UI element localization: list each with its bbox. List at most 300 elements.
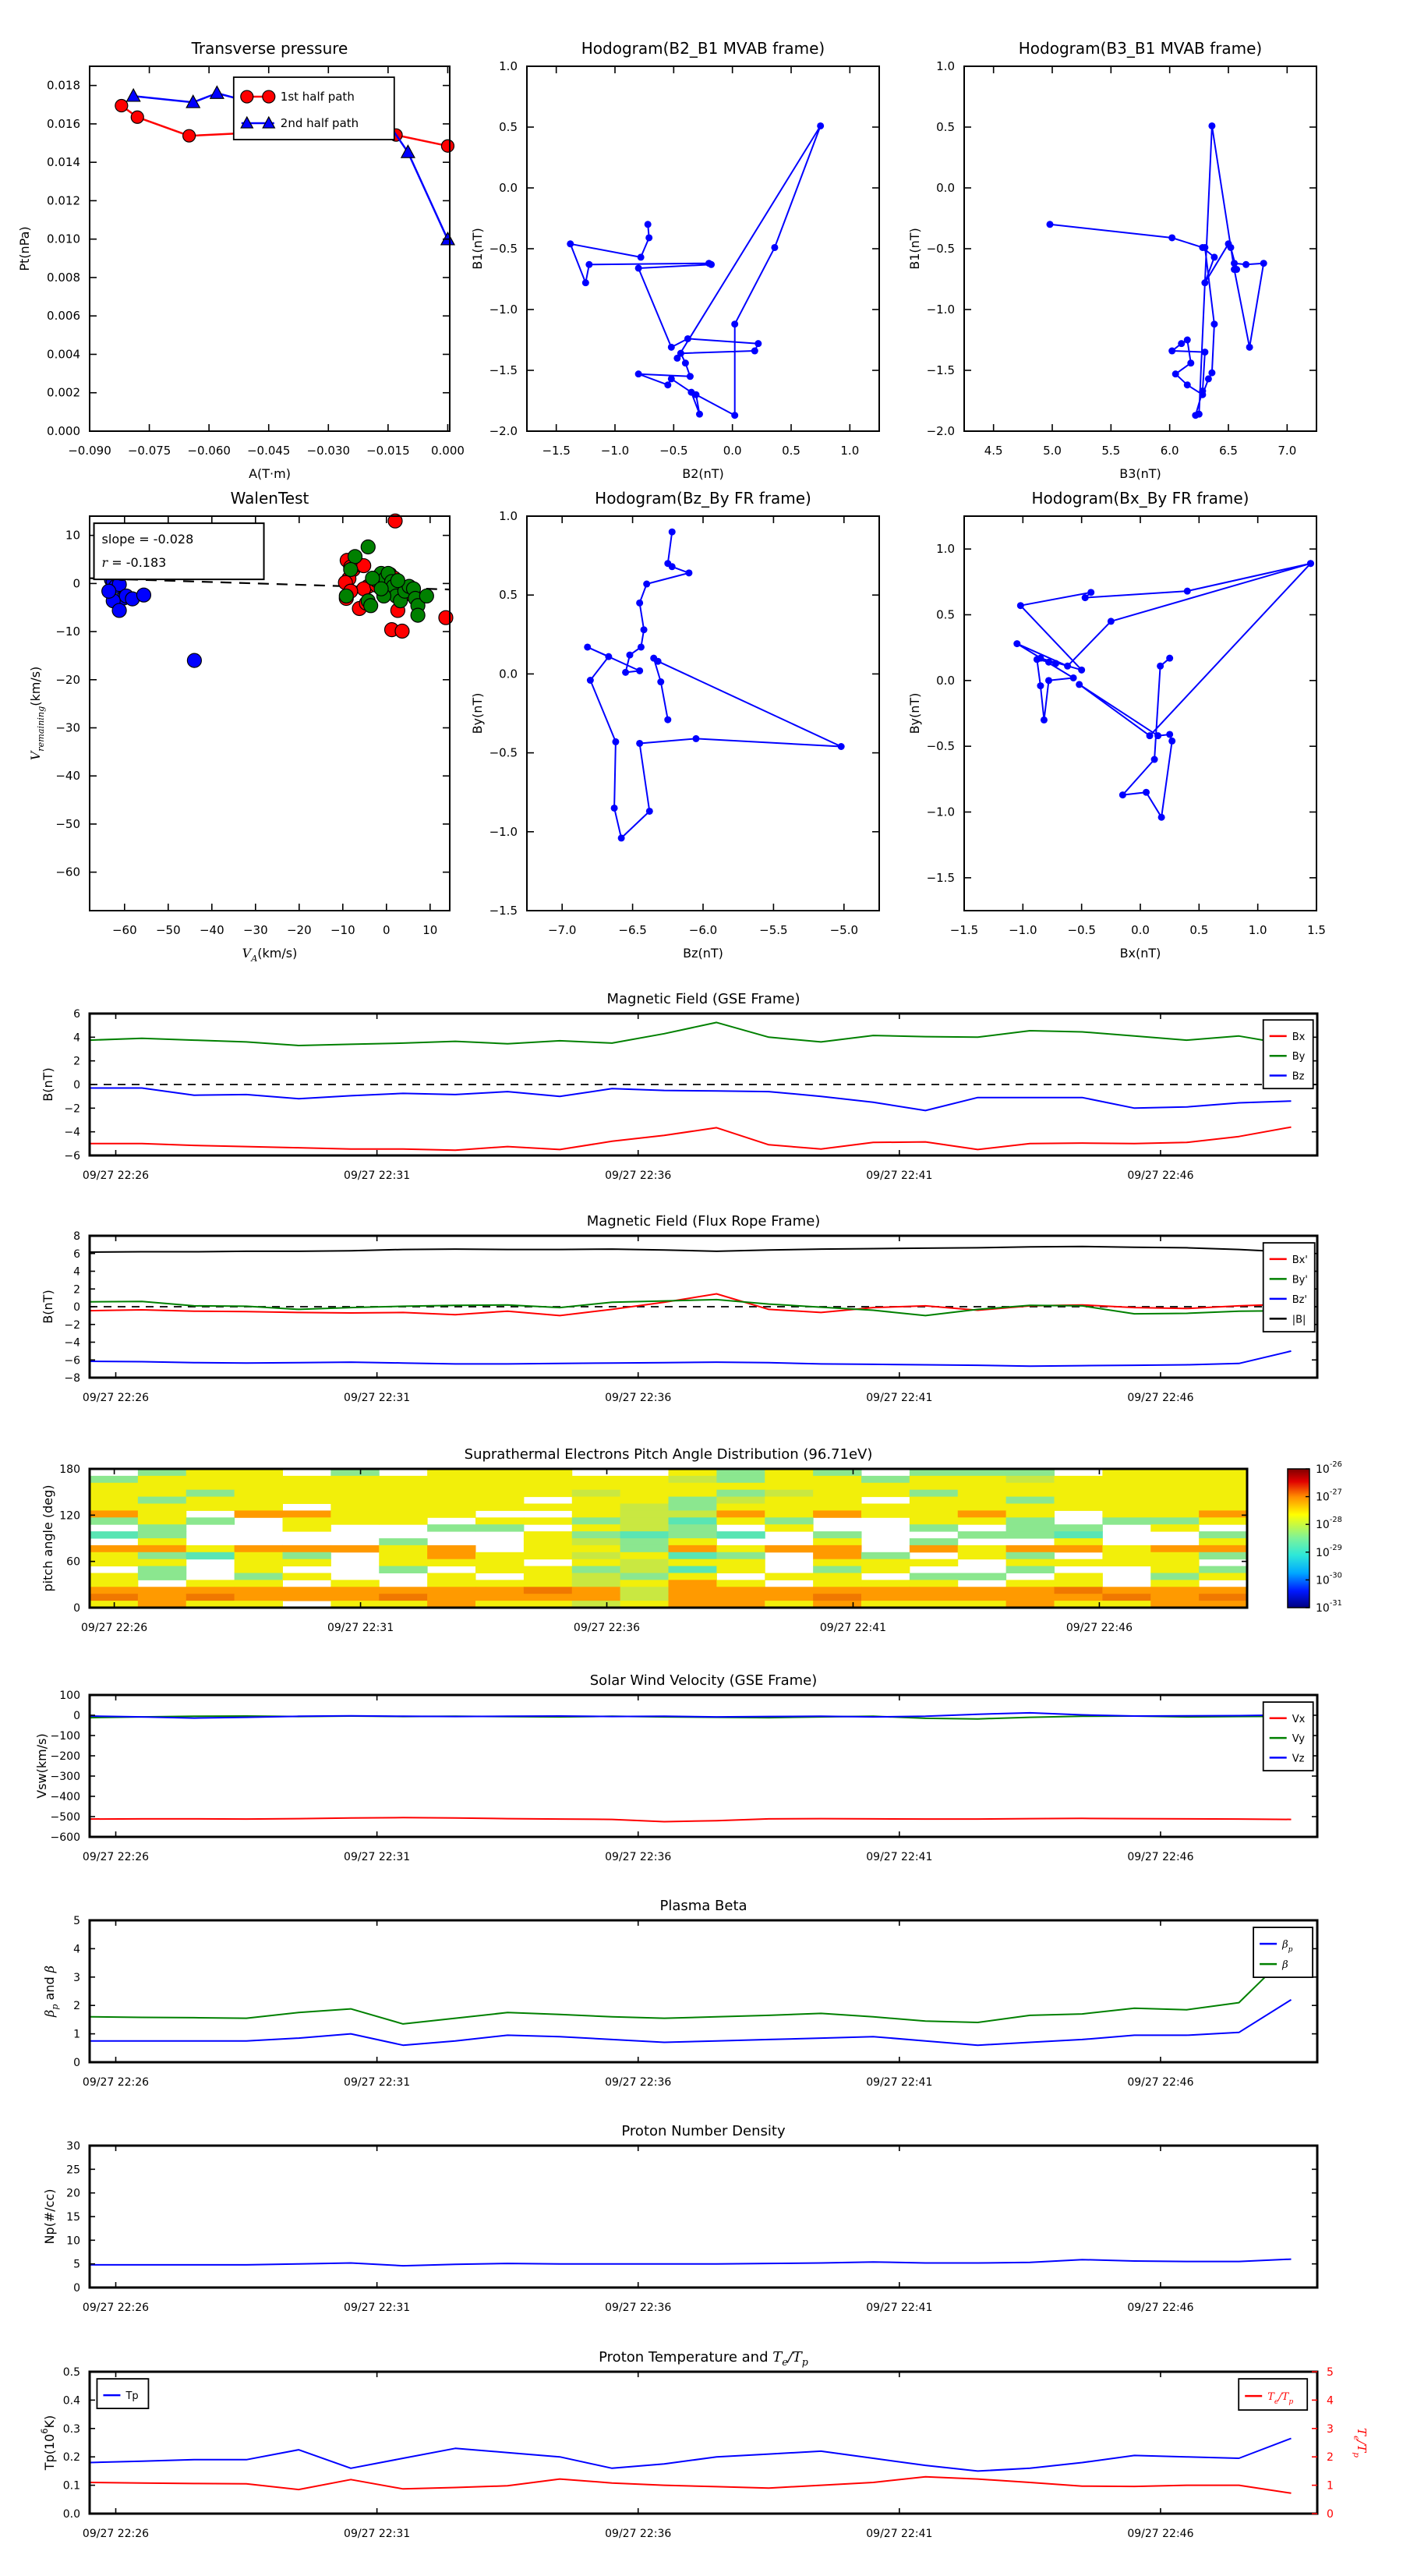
heatmap-cell <box>1055 1504 1103 1511</box>
x-tick-label: −1.5 <box>949 923 979 937</box>
heatmap-cell <box>620 1510 669 1517</box>
heatmap-cell <box>475 1490 524 1497</box>
x-tick-label: 6.5 <box>1219 444 1238 458</box>
heatmap-cell <box>1102 1490 1150 1497</box>
heatmap-cell <box>186 1587 235 1594</box>
y-tick-label: 0.5 <box>499 588 518 603</box>
x-tick-label: 09/27 22:26 <box>82 2528 150 2540</box>
x-tick-label: −7.0 <box>547 923 577 937</box>
x-tick-label: 09/27 22:41 <box>819 1622 887 1634</box>
right-axis-label: $T_e/T_p$ <box>1352 2427 1369 2458</box>
x-axis-label: $V_A(km/s)$ <box>242 946 298 964</box>
x-tick-label: −0.060 <box>187 444 231 458</box>
y-tick-label: 0.010 <box>47 232 80 246</box>
heatmap-cell <box>524 1587 572 1594</box>
series-beta <box>90 1951 1292 2024</box>
x-tick-label: 09/27 22:26 <box>82 2302 150 2314</box>
x-tick-label: 09/27 22:31 <box>344 2076 411 2089</box>
heatmap-cell <box>765 1517 813 1524</box>
heatmap-cell <box>186 1580 235 1587</box>
heatmap-cell <box>1006 1490 1055 1497</box>
y-tick-label: 0.0 <box>936 181 955 195</box>
heatmap-cell <box>186 1552 235 1559</box>
y-tick-label: −400 <box>50 1791 80 1803</box>
heatmap-cell <box>958 1594 1006 1601</box>
heatmap-cell <box>379 1476 427 1483</box>
y-tick-label: −600 <box>50 1831 80 1844</box>
heatmap-cell <box>1199 1538 1247 1545</box>
x-tick-label: −6.0 <box>688 923 718 937</box>
series-Te/Tp <box>90 2477 1292 2493</box>
heatmap-cell <box>1199 1594 1247 1601</box>
heatmap-cell <box>475 1483 524 1490</box>
x-tick-label: 09/27 22:36 <box>605 2076 672 2089</box>
heatmap-cell <box>524 1552 572 1559</box>
y-tick-label: 20 <box>66 2187 80 2200</box>
heatmap-cell <box>283 1594 331 1601</box>
heatmap-cell <box>572 1545 620 1552</box>
heatmap-cell <box>1150 1559 1199 1566</box>
heatmap-cell <box>186 1497 235 1504</box>
heatmap-cell <box>861 1483 910 1490</box>
heatmap-cell <box>716 1587 765 1594</box>
y-tick-label: −1.0 <box>489 303 518 317</box>
heatmap-cell <box>861 1476 910 1483</box>
heatmap-cell <box>669 1490 717 1497</box>
heatmap-cell <box>1006 1552 1055 1559</box>
heatmap-cell <box>427 1497 475 1504</box>
y-tick-label: 0 <box>73 2282 80 2295</box>
heatmap-cell <box>138 1566 186 1573</box>
legend-label: Tp <box>125 2390 139 2403</box>
heatmap-cell <box>283 1497 331 1504</box>
heatmap-cell <box>235 1497 283 1504</box>
heatmap-cell <box>138 1559 186 1566</box>
heatmap-cell <box>958 1490 1006 1497</box>
heatmap-cell <box>572 1524 620 1531</box>
y-tick-label: −100 <box>50 1730 80 1743</box>
panel-title: Plasma Beta <box>659 1898 747 1914</box>
heatmap-cell <box>235 1573 283 1580</box>
y-tick-label: 2 <box>73 1055 80 1068</box>
heatmap-cell <box>1055 1580 1103 1587</box>
heatmap-cell <box>1102 1517 1150 1524</box>
heatmap-cell <box>1199 1497 1247 1504</box>
x-tick-label: 09/27 22:31 <box>344 2302 411 2314</box>
heatmap-cell <box>1150 1490 1199 1497</box>
heatmap-cell <box>1102 1510 1150 1517</box>
panel-title: Solar Wind Velocity (GSE Frame) <box>589 1672 818 1689</box>
y-axis-label: By(nT) <box>470 692 485 734</box>
y-tick-label: −0.5 <box>926 242 955 256</box>
y-tick-label: −40 <box>55 769 80 784</box>
y-tick-label: 0.0 <box>499 667 518 681</box>
heatmap-cell <box>813 1476 861 1483</box>
heatmap-cell <box>765 1573 813 1580</box>
series-Tp <box>90 2439 1292 2472</box>
heatmap-cell <box>475 1524 524 1531</box>
heatmap-cell <box>90 1531 138 1538</box>
heatmap-cell <box>861 1594 910 1601</box>
heatmap-cell <box>1150 1580 1199 1587</box>
heatmap-cell <box>910 1510 958 1517</box>
x-tick-label: 1.0 <box>1248 923 1267 937</box>
heatmap-cell <box>620 1580 669 1587</box>
heatmap-cell <box>138 1490 186 1497</box>
heatmap-cell <box>765 1510 813 1517</box>
heatmap-cell <box>90 1483 138 1490</box>
heatmap-cell <box>235 1559 283 1566</box>
heatmap-cell <box>283 1545 331 1552</box>
colorbar-tick-label: $10^{-30}$ <box>1316 1571 1342 1587</box>
heatmap-cell <box>330 1594 379 1601</box>
heatmap-cell <box>620 1490 669 1497</box>
legend-label: Bx' <box>1292 1254 1308 1266</box>
x-tick-label: 0 <box>383 923 391 937</box>
heatmap-cell <box>283 1483 331 1490</box>
heatmap-cell <box>138 1504 186 1511</box>
heatmap-cell <box>669 1510 717 1517</box>
heatmap-cell <box>669 1524 717 1531</box>
y-axis-label: B1(nT) <box>907 228 922 270</box>
heatmap-cell <box>813 1538 861 1545</box>
heatmap-cell <box>1199 1476 1247 1483</box>
heatmap-cell <box>283 1476 331 1483</box>
y-tick-label: 1 <box>73 2028 80 2041</box>
panel-p3 <box>907 39 1316 481</box>
x-tick-label: −40 <box>199 923 224 937</box>
y-tick-label: 0.008 <box>47 270 80 285</box>
panel-title: Magnetic Field (Flux Rope Frame) <box>586 1213 821 1230</box>
heatmap-cell <box>1006 1476 1055 1483</box>
heatmap-cell <box>620 1552 669 1559</box>
heatmap-cell <box>427 1483 475 1490</box>
x-tick-label: 09/27 22:31 <box>327 1622 394 1634</box>
heatmap-cell <box>90 1559 138 1566</box>
y-tick-label: 0 <box>73 1079 80 1092</box>
y-tick-label: −2.0 <box>489 424 518 438</box>
heatmap-cell <box>427 1510 475 1517</box>
heatmap-cell <box>861 1566 910 1573</box>
panel-title: Hodogram(Bz_By FR frame) <box>595 489 811 508</box>
heatmap-cell <box>1102 1545 1150 1552</box>
heatmap-cell <box>427 1587 475 1594</box>
heatmap-cell <box>330 1580 379 1587</box>
y-tick-label: 60 <box>66 1555 80 1569</box>
x-tick-label: 09/27 22:26 <box>82 1169 150 1182</box>
heatmap-cell <box>90 1497 138 1504</box>
heatmap-cell <box>958 1517 1006 1524</box>
heatmap-cell <box>138 1538 186 1545</box>
heatmap-cell <box>572 1594 620 1601</box>
x-axis-label: Bz(nT) <box>683 946 723 961</box>
y-tick-label: 4 <box>73 1943 80 1956</box>
heatmap-cell <box>427 1573 475 1580</box>
heatmap-cell <box>958 1510 1006 1517</box>
series-hodogram <box>571 126 821 415</box>
heatmap-cell <box>138 1587 186 1594</box>
panel-title: Hodogram(Bx_By FR frame) <box>1031 489 1249 508</box>
y-tick-label: 0 <box>73 1602 80 1615</box>
x-tick-label: −10 <box>330 923 355 937</box>
right-tick-label: 2 <box>1327 2451 1334 2465</box>
y-tick-label: 2 <box>73 1283 80 1297</box>
heatmap-cell <box>379 1497 427 1504</box>
heatmap-cell <box>1199 1517 1247 1524</box>
heatmap-cell <box>475 1594 524 1601</box>
heatmap-cell <box>910 1545 958 1552</box>
heatmap-cell <box>283 1490 331 1497</box>
heatmap-cell <box>1006 1545 1055 1552</box>
heatmap-cell <box>138 1476 186 1483</box>
x-tick-label: 09/27 22:26 <box>82 1851 150 1863</box>
heatmap-cell <box>427 1552 475 1559</box>
heatmap-cell <box>1055 1594 1103 1601</box>
y-tick-label: −6 <box>64 1150 80 1162</box>
heatmap-cell <box>813 1566 861 1573</box>
heatmap-cell <box>620 1587 669 1594</box>
series-|B| <box>90 1247 1292 1252</box>
x-tick-label: 09/27 22:26 <box>82 2076 150 2089</box>
heatmap-cell <box>669 1531 717 1538</box>
heatmap-cell <box>283 1559 331 1566</box>
heatmap-cell <box>524 1531 572 1538</box>
heatmap-cell <box>138 1510 186 1517</box>
y-axis-label: $V_{remaining}(km/s)$ <box>28 666 46 761</box>
y-axis-label: Np(#/cc) <box>42 2189 57 2245</box>
y-tick-label: 100 <box>59 1690 80 1702</box>
x-tick-label: 09/27 22:36 <box>605 2302 672 2314</box>
heatmap-cell <box>235 1545 283 1552</box>
heatmap-cell <box>138 1573 186 1580</box>
x-tick-label: −60 <box>111 923 137 937</box>
heatmap-cell <box>138 1552 186 1559</box>
heatmap-cell <box>524 1573 572 1580</box>
heatmap-cell <box>1102 1587 1150 1594</box>
panel-p4 <box>28 489 453 964</box>
heatmap-cell <box>813 1580 861 1587</box>
heatmap-cell <box>669 1580 717 1587</box>
heatmap-cell <box>620 1594 669 1601</box>
right-tick-label: 5 <box>1327 2366 1334 2379</box>
y-tick-label: 6 <box>73 1008 80 1021</box>
y-tick-label: −20 <box>55 672 80 687</box>
y-tick-label: −8 <box>64 1372 80 1385</box>
heatmap-cell <box>572 1552 620 1559</box>
heatmap-cell <box>958 1483 1006 1490</box>
x-tick-label: 09/27 22:41 <box>866 2528 933 2540</box>
legend-label: Bz <box>1292 1070 1305 1083</box>
heatmap-cell <box>910 1476 958 1483</box>
heatmap-cell <box>90 1587 138 1594</box>
heatmap-cell <box>427 1594 475 1601</box>
y-tick-label: 0 <box>73 1710 80 1722</box>
heatmap-cell <box>475 1580 524 1587</box>
heatmap-cell <box>90 1476 138 1483</box>
y-tick-label: 4 <box>73 1031 80 1045</box>
heatmap-cell <box>427 1580 475 1587</box>
heatmap-cell <box>910 1483 958 1490</box>
heatmap-cell <box>235 1476 283 1483</box>
y-tick-label: −500 <box>50 1811 80 1824</box>
heatmap-cell <box>1199 1552 1247 1559</box>
y-axis-label: B1(nT) <box>470 228 485 270</box>
heatmap-cell <box>379 1517 427 1524</box>
y-tick-label: 15 <box>66 2211 80 2224</box>
heatmap-cell <box>235 1566 283 1573</box>
heatmap-cell <box>572 1566 620 1573</box>
heatmap-cell <box>572 1504 620 1511</box>
heatmap-cell <box>90 1580 138 1587</box>
heatmap-cell <box>572 1497 620 1504</box>
series-Vz <box>90 1713 1292 1718</box>
heatmap-cell <box>90 1490 138 1497</box>
panel-t6 <box>42 2123 1317 2314</box>
heatmap-cell <box>330 1476 379 1483</box>
legend-label: Bz' <box>1292 1293 1308 1306</box>
heatmap-cell <box>910 1504 958 1511</box>
heatmap-cell <box>1055 1573 1103 1580</box>
heatmap-cell <box>138 1524 186 1531</box>
right-tick-label: 4 <box>1327 2394 1334 2408</box>
y-axis-label: $\beta_p$ and β <box>42 1966 60 2017</box>
heatmap-cell <box>813 1483 861 1490</box>
heatmap-cell <box>186 1490 235 1497</box>
heatmap-cell <box>379 1510 427 1517</box>
x-tick-label: 09/27 22:46 <box>1127 2076 1194 2089</box>
y-tick-label: −60 <box>55 865 80 879</box>
heatmap-cell <box>669 1545 717 1552</box>
x-tick-label: 10 <box>422 923 438 937</box>
heatmap-cell <box>716 1510 765 1517</box>
heatmap-cell <box>716 1531 765 1538</box>
x-tick-label: 09/27 22:46 <box>1127 1169 1194 1182</box>
y-tick-label: 30 <box>66 2140 80 2153</box>
heatmap-cell <box>138 1517 186 1524</box>
heatmap-cell <box>1055 1559 1103 1566</box>
x-tick-label: −20 <box>286 923 312 937</box>
heatmap-cell <box>765 1524 813 1531</box>
heatmap-cell <box>1055 1545 1103 1552</box>
heatmap-cell <box>716 1517 765 1524</box>
heatmap-cell <box>427 1490 475 1497</box>
series-Bz <box>90 1088 1292 1111</box>
heatmap-cell <box>958 1504 1006 1511</box>
y-tick-label: 0.5 <box>499 120 518 134</box>
heatmap-cell <box>669 1573 717 1580</box>
y-tick-label: 4 <box>73 1265 80 1279</box>
heatmap-cell <box>910 1497 958 1504</box>
y-tick-label: 0.002 <box>47 385 80 400</box>
heatmap-cell <box>861 1552 910 1559</box>
heatmap-cell <box>1150 1594 1199 1601</box>
y-tick-label: 0.000 <box>47 424 80 438</box>
series-hodogram <box>1017 564 1311 817</box>
heatmap-cell <box>524 1566 572 1573</box>
heatmap-cell <box>813 1504 861 1511</box>
heatmap-cell <box>1006 1559 1055 1566</box>
heatmap-cell <box>475 1504 524 1511</box>
heatmap-cell <box>669 1497 717 1504</box>
heatmap-cell <box>1150 1545 1199 1552</box>
x-tick-label: 5.5 <box>1101 444 1121 458</box>
heatmap-cell <box>765 1594 813 1601</box>
x-tick-label: −0.045 <box>246 444 291 458</box>
heatmap-cell <box>379 1594 427 1601</box>
heatmap-cell <box>427 1524 475 1531</box>
heatmap-cell <box>861 1559 910 1566</box>
y-tick-label: 1.0 <box>936 59 955 73</box>
y-tick-label: 0.018 <box>47 78 80 93</box>
heatmap-cell <box>861 1490 910 1497</box>
heatmap-cell <box>524 1504 572 1511</box>
series-By <box>90 1022 1292 1046</box>
heatmap-cell <box>910 1559 958 1566</box>
x-axis-label: B3(nT) <box>1119 466 1161 481</box>
heatmap-cell <box>1006 1504 1055 1511</box>
heatmap-cell <box>235 1594 283 1601</box>
x-tick-label: 09/27 22:36 <box>605 1392 672 1404</box>
heatmap-cell <box>1199 1545 1247 1552</box>
heatmap-cell <box>186 1545 235 1552</box>
heatmap-cell <box>716 1490 765 1497</box>
heatmap-cell <box>620 1497 669 1504</box>
legend-label: Vy <box>1292 1733 1305 1746</box>
heatmap-cell <box>524 1580 572 1587</box>
heatmap-cell <box>1055 1531 1103 1538</box>
y-tick-label: 0.3 <box>62 2422 80 2436</box>
y-tick-label: −4 <box>64 1336 80 1350</box>
heatmap-cell <box>1102 1594 1150 1601</box>
heatmap-cell <box>379 1587 427 1594</box>
heatmap-cell <box>1006 1594 1055 1601</box>
x-tick-label: 09/27 22:26 <box>82 1392 150 1404</box>
heatmap-cell <box>572 1490 620 1497</box>
panel-p2 <box>470 39 879 481</box>
x-tick-label: −1.5 <box>542 444 571 458</box>
heatmap-cell <box>620 1531 669 1538</box>
heatmap-cell <box>524 1517 572 1524</box>
heatmap-cell <box>1150 1510 1199 1517</box>
panel-p5 <box>470 489 879 961</box>
heatmap-cell <box>90 1552 138 1559</box>
legend-label: $T_e/T_p$ <box>1267 2391 1294 2407</box>
heatmap-cell <box>379 1490 427 1497</box>
panel-p1 <box>17 39 465 481</box>
heatmap-cell <box>813 1559 861 1566</box>
panel-t5 <box>42 1898 1317 2089</box>
heatmap-cell <box>138 1497 186 1504</box>
y-tick-label: 6 <box>73 1247 80 1261</box>
series-Bz' <box>90 1351 1292 1366</box>
legend <box>1263 1020 1313 1088</box>
y-tick-label: 0.006 <box>47 309 80 324</box>
x-tick-label: 6.0 <box>1160 444 1179 458</box>
heatmap-cell <box>813 1545 861 1552</box>
y-tick-label: 0.0 <box>499 181 518 195</box>
y-tick-label: 0.0 <box>62 2508 80 2521</box>
heatmap-cell <box>669 1504 717 1511</box>
heatmap-cell <box>1150 1524 1199 1531</box>
heatmap-cell <box>716 1504 765 1511</box>
heatmap-cell <box>1150 1497 1199 1504</box>
panel-title: Hodogram(B3_B1 MVAB frame) <box>1018 39 1263 58</box>
heatmap-cell <box>861 1504 910 1511</box>
heatmap-cell <box>910 1580 958 1587</box>
heatmap-cell <box>283 1573 331 1580</box>
heatmap-cell <box>330 1483 379 1490</box>
y-tick-label: −50 <box>55 816 80 831</box>
